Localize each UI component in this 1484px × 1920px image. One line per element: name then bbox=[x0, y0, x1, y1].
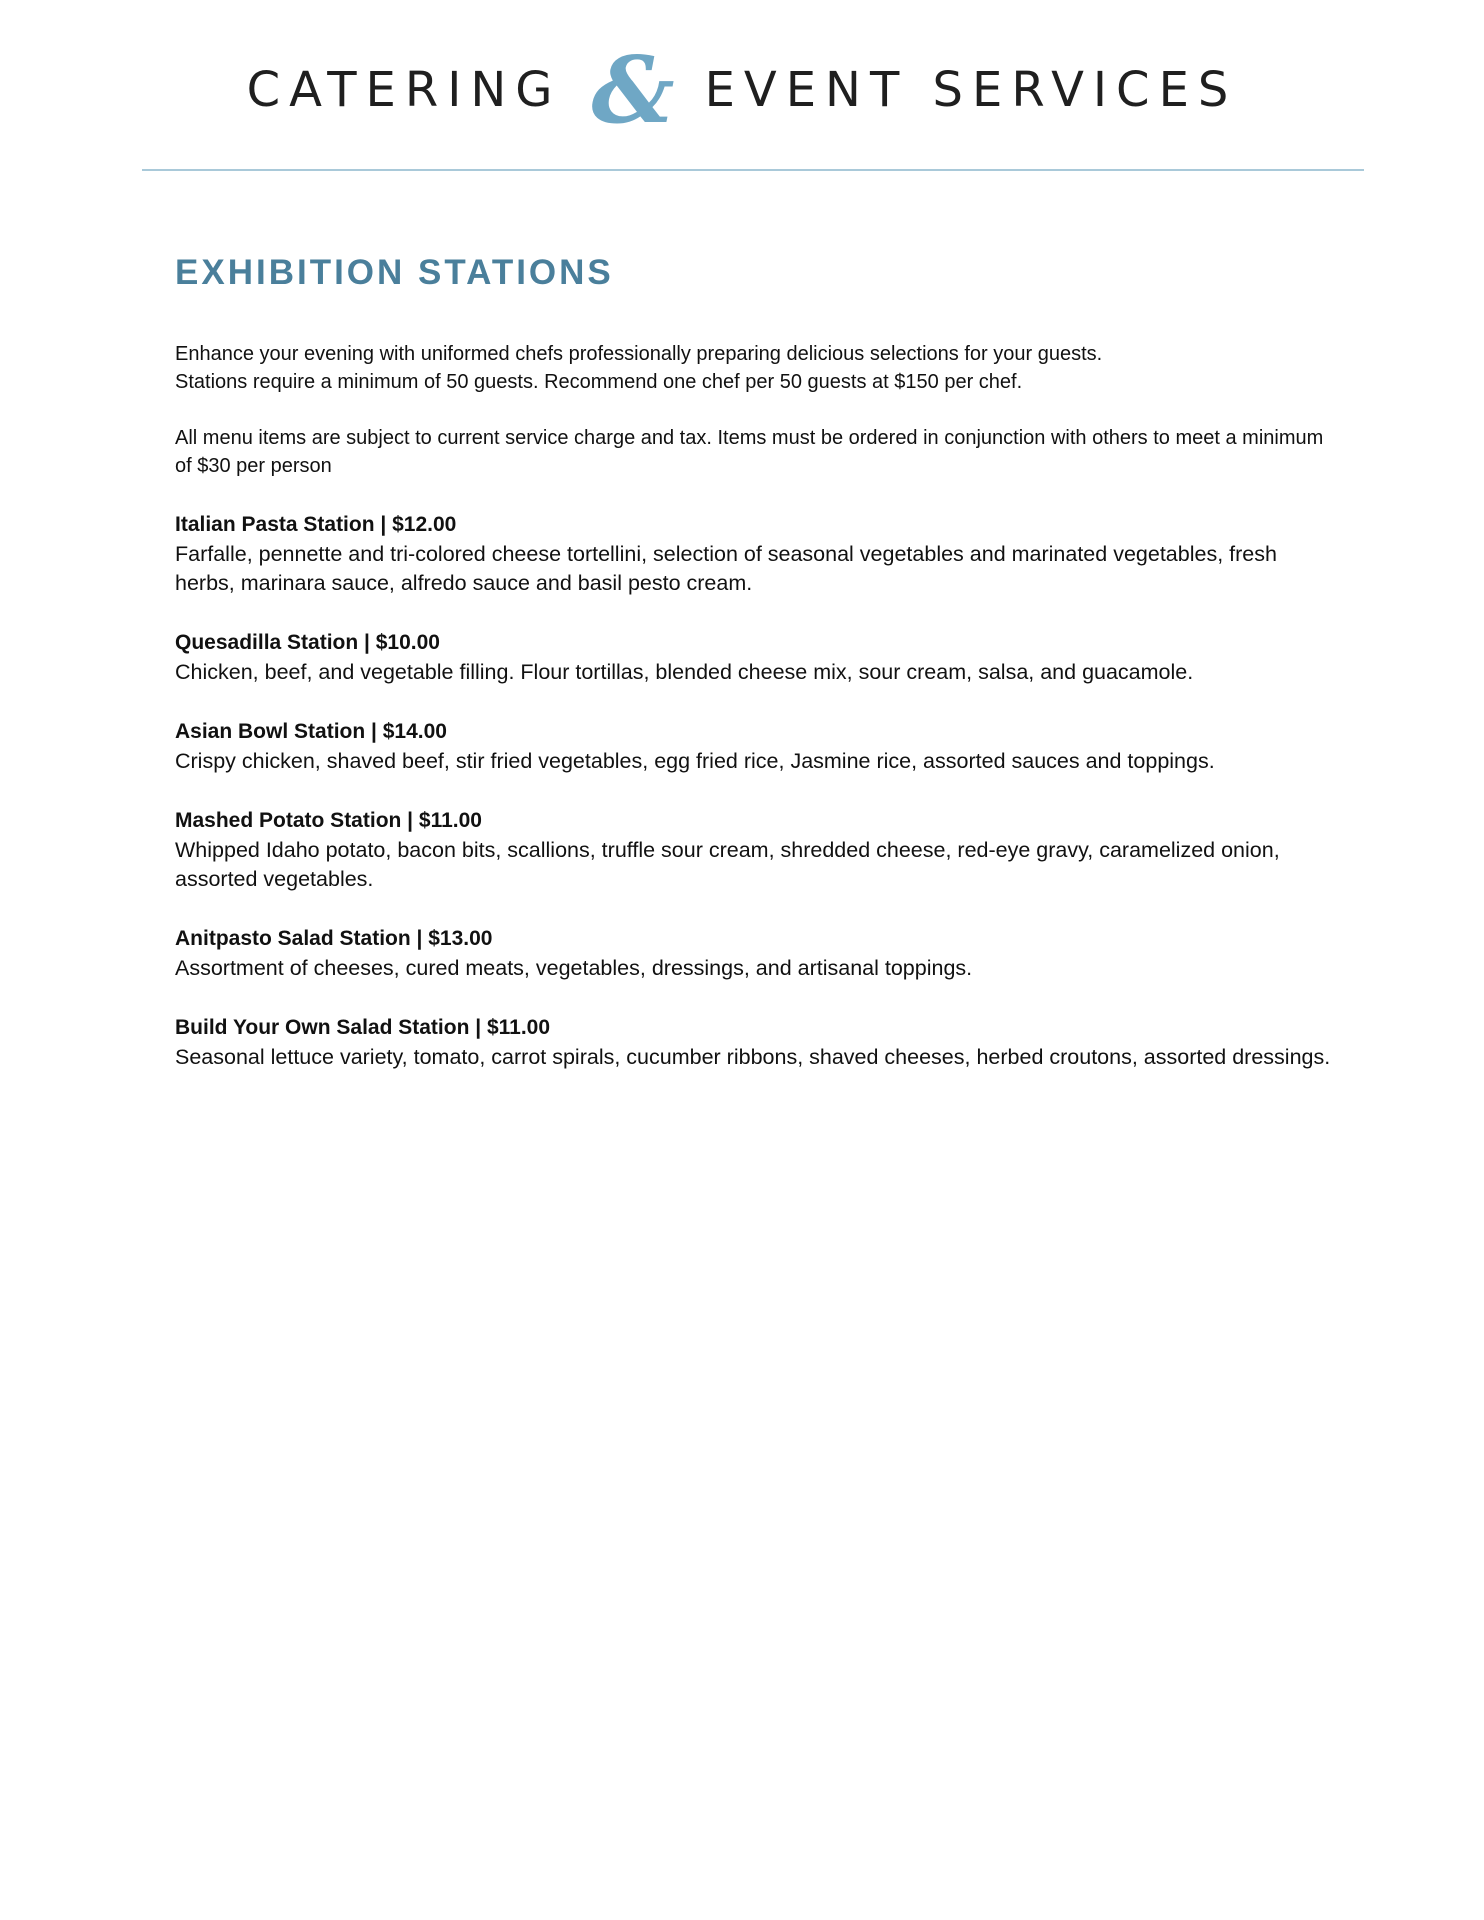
intro-line: Enhance your evening with uniformed chefs professionally preparing delicious selections for your guests. bbox=[175, 343, 1103, 365]
intro-text bbox=[175, 340, 1340, 480]
station-description: Whipped Idaho potato, bacon bits, scallions, truffle sour cream, shredded cheese, red-eye gravy, caramelized onion, assorted vegetables. bbox=[175, 838, 1280, 891]
station-item bbox=[175, 717, 1340, 776]
station-description: Assortment of cheeses, cured meats, vegetables, dressings, and artisanal toppings. bbox=[175, 956, 973, 980]
spacer bbox=[175, 396, 1340, 424]
station-description: Chicken, beef, and vegetable filling. Flour tortillas, blended cheese mix, sour cream, salsa, and guacamole. bbox=[175, 660, 1194, 684]
page-title: EXHIBITION STATIONS bbox=[175, 253, 614, 292]
logo-event-services: EVENT SERVICES bbox=[704, 62, 1238, 118]
menu-content bbox=[175, 244, 1340, 1102]
intro-line: Stations require a minimum of 50 guests. Recommend one chef per 50 guests at $150 per chef. bbox=[175, 371, 1023, 393]
station-item bbox=[175, 924, 1340, 983]
logo-catering: CATERING bbox=[246, 62, 562, 118]
station-description: Crispy chicken, shaved beef, stir fried vegetables, egg fried rice, Jasmine rice, assorted sauces and toppings. bbox=[175, 749, 1215, 773]
station-description: Farfalle, pennette and tri-colored cheese tortellini, selection of seasonal vegetables and marinated vegetables, fresh herbs, marinara sauce, alfredo sauce and basil pesto cream. bbox=[175, 542, 1277, 595]
station-description: Seasonal lettuce variety, tomato, carrot spirals, cucumber ribbons, shaved cheeses, herbed croutons, assorted dressings. bbox=[175, 1045, 1331, 1069]
station-item bbox=[175, 806, 1340, 894]
station-item bbox=[175, 510, 1340, 598]
service-charge-notice: All menu items are subject to current service charge and tax. Items must be ordered in conjunction with others to meet a minimum of $30 per person bbox=[175, 427, 1324, 477]
station-name: Quesadilla Station | $10.00 bbox=[175, 631, 440, 654]
station-item bbox=[175, 1013, 1340, 1072]
station-item bbox=[175, 628, 1340, 687]
station-name: Build Your Own Salad Station | $11.00 bbox=[175, 1016, 551, 1039]
station-name: Mashed Potato Station | $11.00 bbox=[175, 809, 482, 832]
station-name: Anitpasto Salad Station | $13.00 bbox=[175, 927, 493, 950]
station-list bbox=[175, 510, 1340, 1072]
header-divider bbox=[142, 169, 1364, 171]
station-name: Italian Pasta Station | $12.00 bbox=[175, 513, 457, 536]
logo bbox=[0, 36, 1484, 144]
station-name: Asian Bowl Station | $14.00 bbox=[175, 720, 447, 743]
logo-ampersand-icon: & bbox=[591, 36, 675, 144]
